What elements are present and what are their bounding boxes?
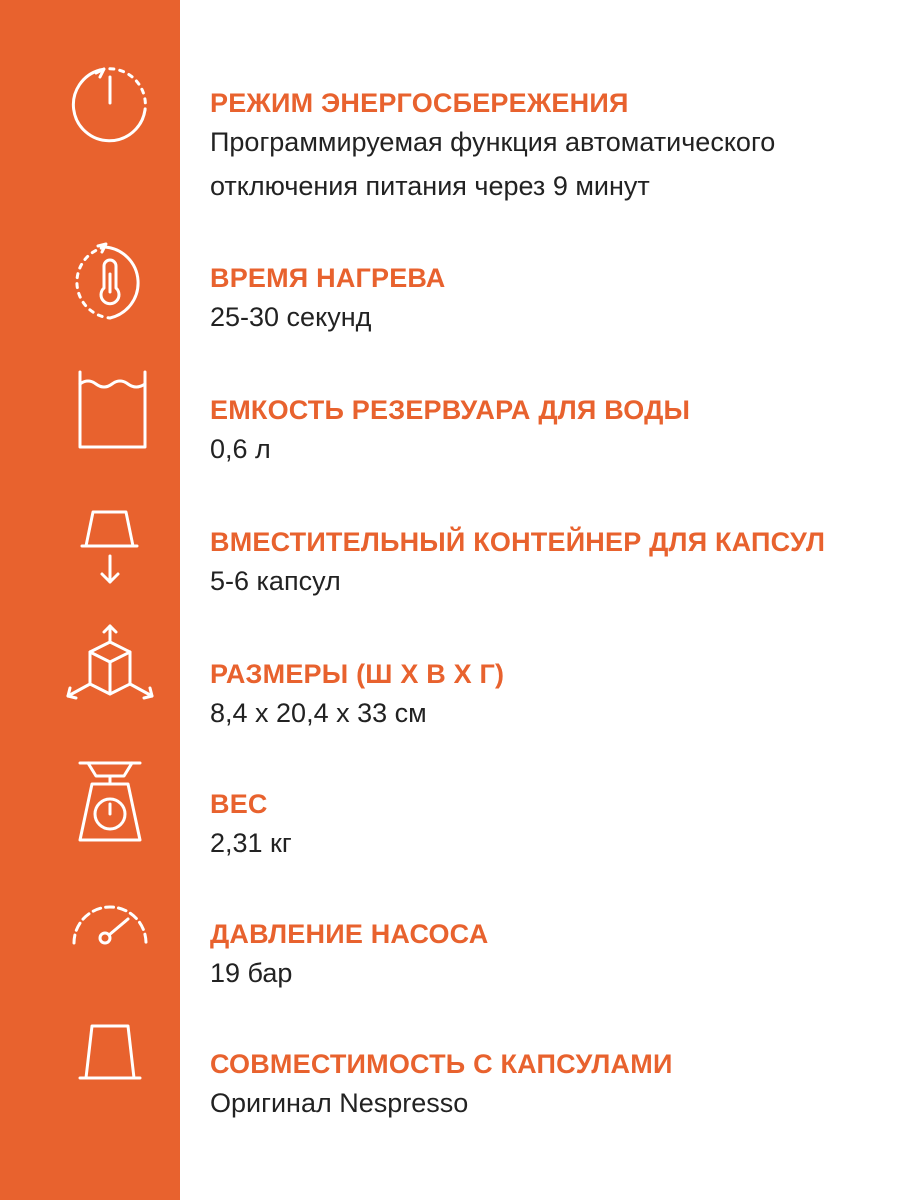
pressure-gauge-icon: [60, 893, 160, 993]
spec-item-heating-time: [210, 261, 880, 339]
spec-item-capsule-container: [210, 525, 880, 603]
spec-value: 0,6 л: [210, 434, 271, 464]
power-timer-icon: [60, 55, 160, 155]
spec-value: Программируемая функция автоматического отключения питания через 9 минут: [210, 127, 776, 201]
spec-title: СОВМЕСТИМОСТЬ С КАПСУЛАМИ: [210, 1049, 673, 1079]
spec-title: РАЗМЕРЫ (Ш Х В Х Г): [210, 659, 505, 689]
spec-title: РЕЖИМ ЭНЕРГОСБЕРЕЖЕНИЯ: [210, 88, 629, 118]
spec-title: ВРЕМЯ НАГРЕВА: [210, 263, 446, 293]
spec-item-dimensions: [210, 657, 880, 735]
spec-value: 25-30 секунд: [210, 302, 372, 332]
spec-item-water-tank: [210, 393, 880, 471]
water-tank-icon: [60, 362, 160, 462]
spec-title: ДАВЛЕНИЕ НАСОСА: [210, 919, 489, 949]
spec-title: ВМЕСТИТЕЛЬНЫЙ КОНТЕЙНЕР ДЛЯ КАПСУЛ: [210, 527, 826, 557]
thermometer-timer-icon: [60, 232, 160, 332]
scale-icon: [60, 758, 160, 858]
spec-value: 19 бар: [210, 958, 293, 988]
spec-title: ВЕС: [210, 789, 268, 819]
spec-item-weight: [210, 787, 880, 865]
spec-item-capsule-compatibility: [210, 1047, 880, 1125]
icon-sidebar: [0, 0, 180, 1200]
spec-item-pump-pressure: [210, 917, 880, 995]
dimensions-cube-icon: [60, 622, 160, 722]
spec-value: 5-6 капсул: [210, 566, 341, 596]
spec-value: Оригинал Nespresso: [210, 1088, 469, 1118]
spec-value: 8,4 х 20,4 х 33 см: [210, 698, 427, 728]
spec-value: 2,31 кг: [210, 828, 292, 858]
spec-title: ЕМКОСТЬ РЕЗЕРВУАРА ДЛЯ ВОДЫ: [210, 395, 691, 425]
spec-item-energy-saving: [210, 86, 880, 208]
capsule-icon: [60, 1020, 160, 1120]
capsule-drop-icon: [60, 498, 160, 598]
